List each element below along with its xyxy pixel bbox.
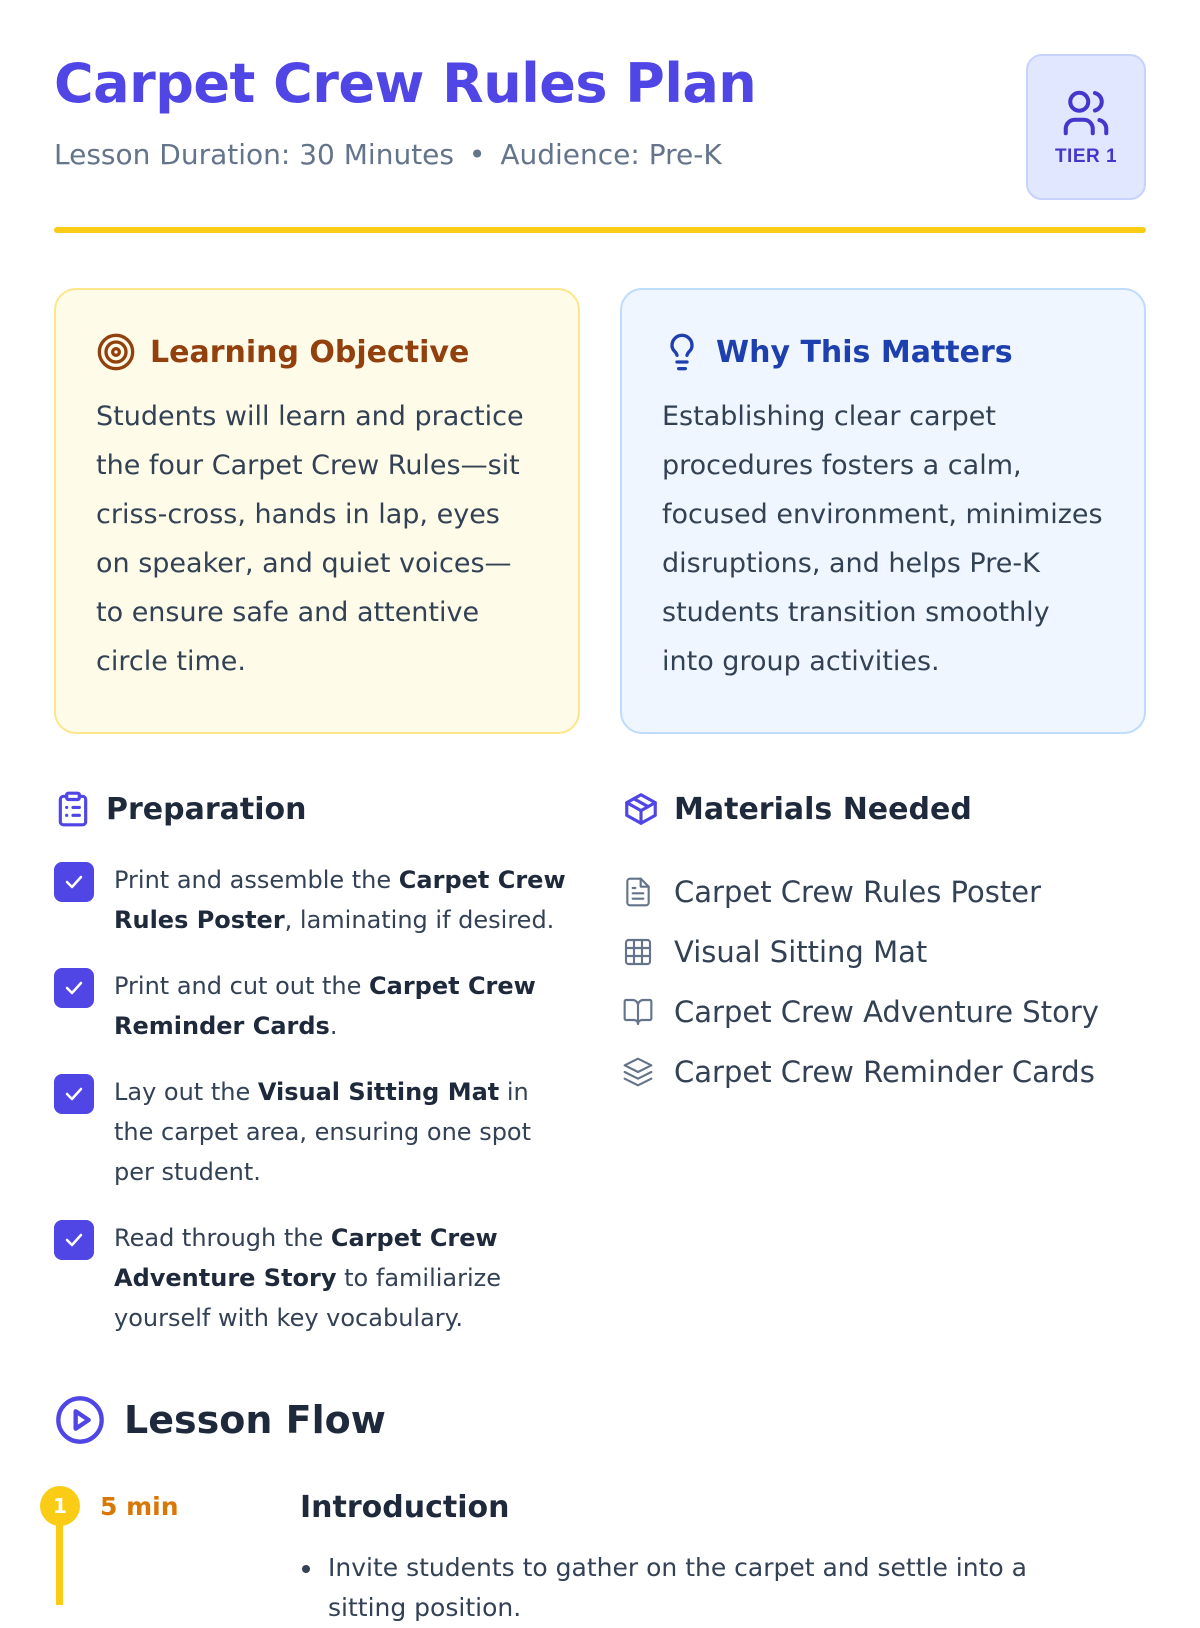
clipboard-icon [54, 790, 92, 828]
step-title: Introduction [300, 1490, 510, 1525]
checkbox-checked[interactable] [54, 968, 94, 1008]
learning-objective-title: Learning Objective [150, 334, 470, 370]
document-icon [622, 876, 654, 908]
materials-list [622, 862, 1146, 1102]
why-this-matters-card [620, 288, 1146, 734]
target-icon [96, 332, 136, 372]
tier-badge [1026, 54, 1146, 200]
step-bullet-list [300, 1548, 1080, 1628]
step-bullet: Invite students to gather on the carpet and settle into a sitting position. [300, 1548, 1080, 1628]
material-label: Carpet Crew Rules Poster [674, 875, 1041, 909]
meta-separator: • [468, 138, 486, 171]
why-this-matters-title: Why This Matters [716, 334, 1013, 370]
why-this-matters-text: Establishing clear carpet procedures fosters a calm, focused environment, minimizes disruptions, and helps Pre-K students transition smoothly into group activities. [662, 401, 1103, 677]
preparation-item [54, 1218, 574, 1338]
preparation-section [54, 790, 574, 1364]
preparation-item [54, 966, 574, 1046]
preparation-item-text: Print and assemble the Carpet Crew Rules Poster, laminating if desired. [114, 866, 566, 934]
materials-header [622, 790, 1146, 828]
material-label: Carpet Crew Reminder Cards [674, 1055, 1095, 1089]
learning-objective-card [54, 288, 580, 734]
lightbulb-icon [662, 332, 702, 372]
checkbox-checked[interactable] [54, 1220, 94, 1260]
intro-cards [54, 288, 1146, 734]
preparation-header [54, 790, 574, 828]
book-icon [622, 996, 654, 1028]
preparation-item-text: Read through the Carpet Crew Adventure Story to familiarize yourself with key vocabulary. [114, 1224, 502, 1332]
check-icon [62, 870, 86, 894]
users-icon [1059, 86, 1113, 140]
material-label: Visual Sitting Mat [674, 935, 928, 969]
header [54, 0, 1146, 232]
material-item [622, 1042, 1146, 1102]
preparation-item-text: Print and cut out the Carpet Crew Reminder Cards. [114, 972, 536, 1040]
why-this-matters-header [662, 332, 1104, 372]
material-item [622, 922, 1146, 982]
materials-section [622, 790, 1146, 1102]
preparation-item [54, 1072, 574, 1192]
preparation-item [54, 860, 574, 940]
material-item [622, 982, 1146, 1042]
page-title: Carpet Crew Rules Plan [54, 52, 757, 115]
lesson-meta [54, 138, 722, 171]
preparation-title: Preparation [106, 791, 307, 827]
package-icon [622, 790, 660, 828]
learning-objective-header [96, 332, 538, 372]
preparation-list [54, 860, 574, 1338]
lesson-flow-header [54, 1394, 386, 1446]
learning-objective-text: Students will learn and practice the four Carpet Crew Rules—sit criss-cross, hands in lap, eyes on speaker, and quiet voices—to ensure safe and attentive circle time. [96, 401, 524, 677]
materials-title: Materials Needed [674, 791, 972, 827]
header-divider [54, 227, 1146, 233]
material-item [622, 862, 1146, 922]
material-label: Carpet Crew Adventure Story [674, 995, 1099, 1029]
play-circle-icon [54, 1394, 106, 1446]
preparation-item-text: Lay out the Visual Sitting Mat in the carpet area, ensuring one spot per student. [114, 1078, 532, 1186]
lesson-flow-title: Lesson Flow [124, 1398, 386, 1442]
checkbox-checked[interactable] [54, 862, 94, 902]
tier-label: TIER 1 [1054, 146, 1118, 167]
check-icon [62, 976, 86, 1000]
lesson-audience: Audience: Pre-K [500, 138, 722, 171]
check-icon [62, 1228, 86, 1252]
step-duration: 5 min [100, 1492, 179, 1521]
layers-icon [622, 1056, 654, 1088]
step-number-badge: 1 [40, 1486, 80, 1526]
grid-icon [622, 936, 654, 968]
lesson-duration: Lesson Duration: 30 Minutes [54, 138, 454, 171]
check-icon [62, 1082, 86, 1106]
checkbox-checked[interactable] [54, 1074, 94, 1114]
